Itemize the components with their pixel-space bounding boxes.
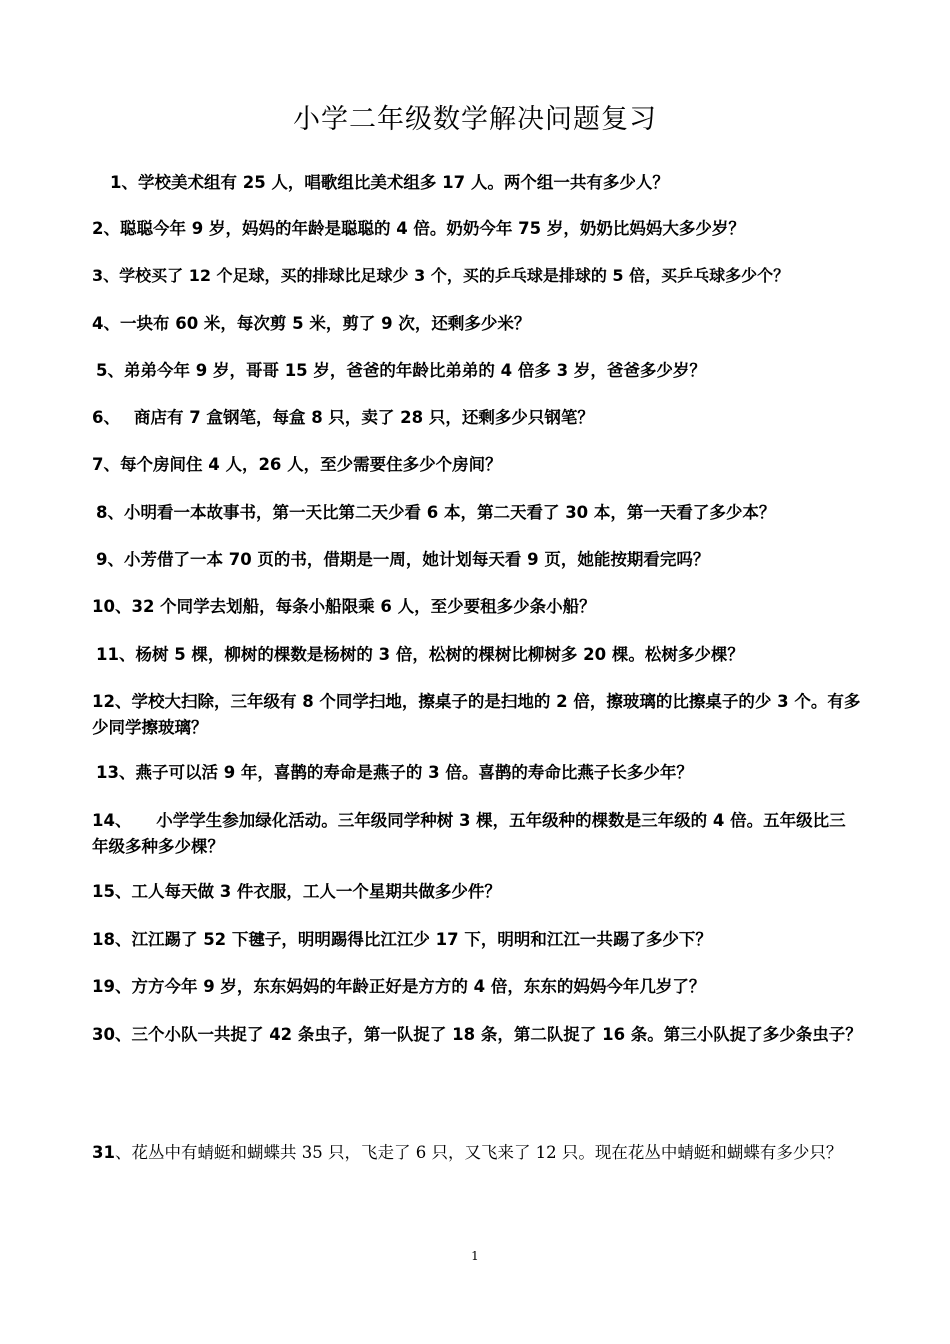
question-18: 18、江江踢了 52 下毽子，明明踢得比江江少 17 下，明明和江江一共踢了多少下？ bbox=[92, 930, 712, 949]
question-9: 9、小芳借了一本 70 页的书，借期是一周，她计划每天看 9 页，她能按期看完吗？ bbox=[96, 550, 710, 569]
question-3: 3、学校买了 12 个足球，买的排球比足球少 3 个，买的乒乓球是排球的 5 倍，买乒乓球多少个？ bbox=[92, 266, 790, 285]
question-5: 5、弟弟今年 9 岁，哥哥 15 岁，爸爸的年龄比弟弟的 4 倍多 3 岁，爸爸多少岁？ bbox=[96, 361, 706, 380]
question-14: 14、 小学学生参加绿化活动。三年级同学种树 3 棵，五年级种的棵数是三年级的 4 倍。五年级比三年级多种多少棵？ bbox=[92, 811, 846, 856]
question-15: 15、工人每天做 3 件衣服，工人一个星期共做多少件？ bbox=[92, 882, 501, 901]
page-title: 小学二年级数学解决问题复习 bbox=[293, 104, 657, 135]
question-31 bbox=[92, 1140, 862, 1166]
question-31-text: 、花丛中有蜻蜓和蝴蝶共 35 只，飞走了 6 只，又飞来了 12 只。现在花丛中蜻蜓和蝴蝶有多少只？ bbox=[114, 1143, 843, 1162]
question-2: 2、聪聪今年 9 岁，妈妈的年龄是聪聪的 4 倍。奶奶今年 75 岁，奶奶比妈妈大多少岁？ bbox=[92, 219, 745, 238]
question-8: 8、小明看一本故事书，第一天比第二天少看 6 本，第二天看了 30 本，第一天看了多少本？ bbox=[96, 503, 776, 522]
question-13: 13、燕子可以活 9 年，喜鹊的寿命是燕子的 3 倍。喜鹊的寿命比燕子长多少年？ bbox=[96, 763, 693, 782]
question-6: 6、 商店有 7 盒钢笔，每盒 8 只，卖了 28 只，还剩多少只钢笔？ bbox=[92, 408, 594, 427]
question-19: 19、方方今年 9 岁，东东妈妈的年龄正好是方方的 4 倍，东东的妈妈今年几岁了？ bbox=[92, 977, 706, 996]
question-12: 12、学校大扫除，三年级有 8 个同学扫地，擦桌子的是扫地的 2 倍，擦玻璃的比擦桌子的少 3 个。有多少同学擦玻璃？ bbox=[92, 692, 861, 737]
question-31-number: 31 bbox=[92, 1143, 115, 1162]
question-30: 30、三个小队一共捉了 42 条虫子，第一队捉了 18 条，第二队捉了 16 条。第三小队捉了多少条虫子？ bbox=[92, 1025, 862, 1044]
question-11: 11、杨树 5 棵，柳树的棵数是杨树的 3 倍，松树的棵树比柳树多 20 棵。松树多少棵？ bbox=[96, 645, 744, 664]
question-4: 4、一块布 60 米，每次剪 5 米，剪了 9 次，还剩多少米？ bbox=[92, 314, 531, 333]
question-7: 7、每个房间住 4 人，26 人，至少需要住多少个房间？ bbox=[92, 455, 502, 474]
question-1: 1、学校美术组有 25 人，唱歌组比美术组多 17 人。两个组一共有多少人？ bbox=[110, 173, 669, 192]
question-10: 10、32 个同学去划船，每条小船限乘 6 人，至少要租多少条小船？ bbox=[92, 597, 596, 616]
page-number: 1 bbox=[471, 1249, 479, 1263]
